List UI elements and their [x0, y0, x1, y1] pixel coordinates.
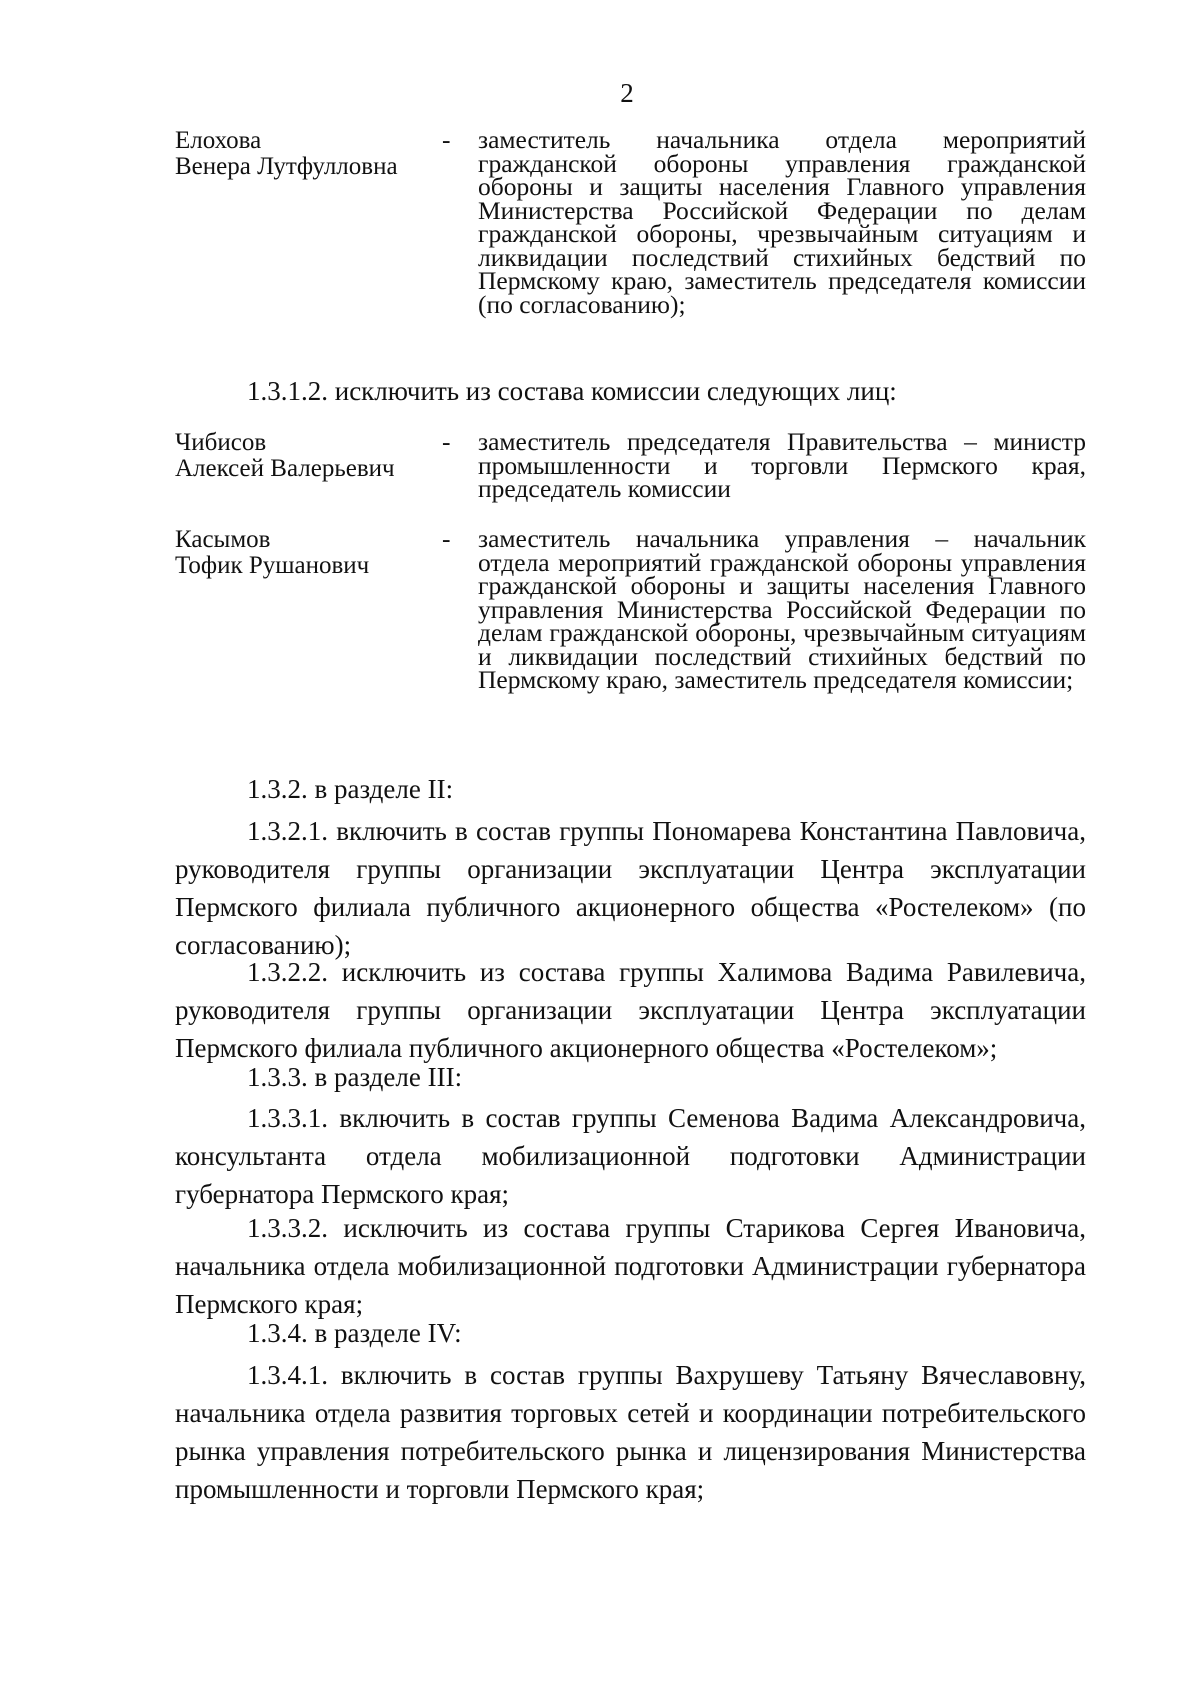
person-role-text: заместитель начальника управления – начальник отдела мероприятий гражданской обороны управления гражданской обороны и защиты населения Главного управления Министерства Российской Федерации по делам гражданской обороны, чрезвычайным ситуациям и ликвидации последствий стихийных бедствий по Пермскому краю, заместитель председателя комиссии; [478, 524, 1086, 694]
person-role [442, 427, 1086, 503]
paragraph-1-3-3: 1.3.3. в разделе III: [247, 1062, 463, 1092]
person-given-name: Венера Лутфулловна [175, 153, 398, 180]
paragraph-1-3-2-2: 1.3.2.2. исключить из состава группы Халимова Вадима Равилевича, руководителя группы организации эксплуатации Центра эксплуатации Пермского филиала публичного акционерного общества «Ростелеком»; [175, 957, 1086, 1063]
person-surname: Касымов [175, 526, 271, 553]
exclude-heading: 1.3.1.2. исключить из состава комиссии следующих лиц: [247, 376, 897, 406]
page-number: 2 [620, 78, 634, 108]
role-dash: - [442, 125, 451, 154]
paragraph-1-3-4: 1.3.4. в разделе IV: [247, 1318, 462, 1348]
paragraph-1-3-4-1: 1.3.4.1. включить в состав группы Вахрушеву Татьяну Вячеславовну, начальника отдела развития торговых сетей и координации потребительского рынка управления потребительского рынка и лицензирования Министерства промышленности и торговли Пермского края; [175, 1360, 1086, 1504]
paragraph-1-3-2: 1.3.2. в разделе II: [247, 774, 454, 804]
person-role [442, 125, 1086, 319]
paragraph-1-3-3-2: 1.3.3.2. исключить из состава группы Старикова Сергея Ивановича, начальника отдела мобилизационной подготовки Администрации губернатора Пермского края; [175, 1213, 1086, 1319]
person-given-name: Тофик Рушанович [175, 552, 370, 579]
paragraph-1-3-3-1: 1.3.3.1. включить в состав группы Семенова Вадима Александровича, консультанта отдела мобилизационной подготовки Администрации губернатора Пермского края; [175, 1103, 1086, 1209]
person-name [175, 430, 475, 482]
person-name [175, 128, 475, 180]
person-role-text: заместитель начальника отдела мероприятий гражданской обороны управления гражданской обороны и защиты населения Главного управления Министерства Российской Федерации по делам гражданской обороны, чрезвычайным ситуациям и ликвидации последствий стихийных бедствий по Пермскому краю, заместитель председателя комиссии (по согласованию); [478, 125, 1086, 319]
person-surname: Елохова [175, 127, 262, 154]
person-surname: Чибисов [175, 429, 267, 456]
person-name [175, 527, 475, 579]
role-dash: - [442, 524, 451, 553]
role-dash: - [442, 427, 451, 456]
paragraph-1-3-2-1: 1.3.2.1. включить в состав группы Пономарева Константина Павловича, руководителя группы организации эксплуатации Центра эксплуатации Пермского филиала публичного акционерного общества «Ростелеком» (по согласованию); [175, 816, 1086, 960]
person-role [442, 524, 1086, 694]
person-role-text: заместитель председателя Правительства – министр промышленности и торговли Пермского края, председатель комиссии [478, 427, 1086, 503]
person-given-name: Алексей Валерьевич [175, 455, 395, 482]
